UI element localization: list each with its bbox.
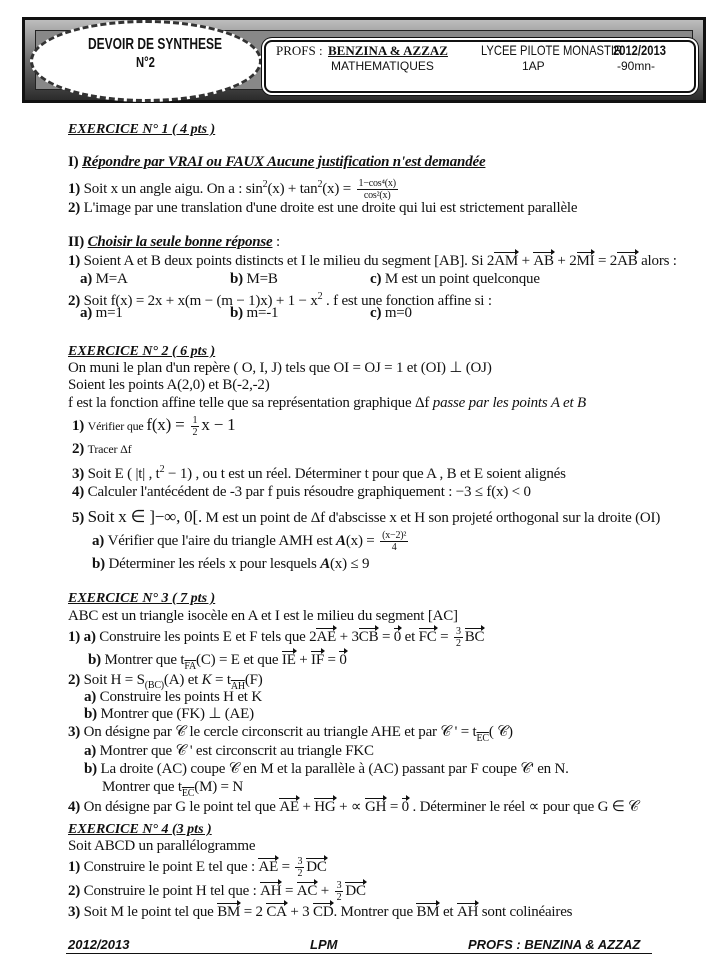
text-segment: 3): [68, 724, 84, 740]
text-segment: alors :: [637, 253, 677, 269]
text-segment: M=B: [246, 271, 278, 287]
text-segment: La droite (AC) coupe 𝒞 en M et la parallèle à (AC) passant par F coupe 𝒞' en N.: [100, 761, 569, 777]
vector: IE: [281, 652, 296, 668]
text-segment: 2): [68, 293, 84, 309]
text-segment: Construire le point E tel que :: [83, 858, 259, 875]
text-segment: Vérifier que: [87, 419, 147, 433]
text-segment: L'image par une translation d'une droite est une droite qui lui est strictement parallèle: [83, 200, 578, 216]
question-line: [68, 251, 677, 271]
text-segment: Montrer que t: [102, 779, 182, 795]
text-segment: b): [84, 761, 101, 777]
text-segment: AH: [230, 681, 245, 692]
text-segment: 2: [159, 464, 165, 475]
text-segment: (x) =: [345, 532, 379, 549]
text-segment: =: [436, 628, 452, 645]
denominator: cos²(x): [363, 190, 391, 202]
text-segment: =: [278, 858, 294, 875]
text-segment: m=-1: [246, 305, 279, 321]
text-segment: sont colinéaires: [478, 904, 573, 920]
text-segment: EC: [181, 788, 195, 799]
text-segment: c): [370, 271, 385, 287]
text-segment: 2): [72, 441, 88, 457]
text-segment: − 1) , ou t est un réel. Déterminer t pour que A , B et E soient alignés: [164, 466, 566, 482]
text-segment: Soit M le point tel que: [83, 904, 218, 920]
text-segment: 2): [68, 200, 84, 216]
text-segment: =: [378, 628, 394, 645]
text-segment: Soit ABCD un parallélogramme: [68, 838, 256, 854]
question-line: [68, 375, 270, 395]
school: LYCEE PILOTE MONASTIR: [481, 42, 623, 58]
text-segment: Soit H = S: [83, 672, 145, 688]
fraction: [191, 415, 200, 438]
text-segment: (BC): [144, 680, 164, 691]
vector: 0: [401, 799, 409, 815]
text-segment: a): [80, 305, 96, 321]
vector: AC: [296, 882, 318, 899]
text-segment: +: [317, 882, 333, 899]
vector: BM: [217, 904, 241, 920]
level: 1AP: [522, 59, 545, 73]
text-segment: et: [401, 628, 419, 645]
answer-choices: [80, 303, 670, 323]
text-segment: et: [439, 904, 457, 920]
exercise-title: EXERCICE N° 4 (3 pts ): [68, 822, 212, 837]
text-segment: On désigne par 𝒞 le cercle circonscrit au triangle AHE et par 𝒞 ' = t: [83, 724, 477, 740]
text-segment: Choisir la seule bonne réponse: [87, 234, 273, 250]
question-line: [68, 232, 280, 252]
denominator: 2: [297, 868, 303, 879]
numerator: 3: [336, 880, 342, 891]
text-segment: On désigne par G le point tel que: [83, 799, 280, 815]
vector: BC: [464, 628, 485, 645]
text-segment: a): [80, 271, 96, 287]
vector: AH: [260, 882, 282, 899]
vector: AE: [316, 628, 337, 645]
text-segment: =: [281, 882, 297, 899]
text-segment: b): [88, 652, 105, 668]
text-segment: f(x) =: [146, 415, 189, 434]
question-line: [72, 482, 531, 502]
text-segment: + 3: [336, 628, 359, 645]
text-segment: I): [68, 154, 82, 170]
text-segment: 4): [68, 799, 84, 815]
text-segment: Soit E ( |t| , t: [87, 466, 160, 482]
fraction: [335, 880, 344, 903]
question-line: [68, 626, 484, 649]
question-line: [72, 439, 131, 459]
text-segment: K: [201, 672, 212, 688]
text-segment: (x) =: [322, 181, 355, 197]
text-segment: M est un point de Δf d'abscisse x et H son projeté orthogonal sur la droite (OI): [202, 510, 661, 526]
text-segment: +: [518, 253, 534, 269]
text-segment: f est la fonction affine telle que sa représentation graphique Δf: [68, 395, 433, 411]
text-segment: (C) = E et que: [196, 652, 282, 668]
text-segment: (x) + tan: [267, 181, 318, 197]
text-segment: Montrer que (FK) ⊥ (AE): [100, 706, 254, 722]
answer-choice: [370, 303, 670, 323]
answer-choice: [80, 303, 230, 323]
question-line: [68, 606, 458, 626]
text-segment: 2: [317, 179, 323, 190]
text-segment: Soit f(x) = 2x + x(m − (m − 1)x) + 1 − x: [83, 293, 318, 309]
text-segment: 3): [68, 904, 84, 920]
profs-label: PROFS :: [276, 43, 323, 58]
text-segment: a): [84, 689, 100, 705]
text-segment: Déterminer les réels x pour lesquels: [108, 556, 321, 572]
question-line: [68, 797, 639, 817]
vector: CA: [266, 904, 287, 920]
text-segment: ABC est un triangle isocèle en A et I est le milieu du segment [AC]: [68, 608, 458, 624]
footer-year: 2012/2013: [68, 937, 130, 952]
vector: AM: [494, 253, 519, 269]
text-segment: + ∝: [335, 799, 365, 815]
vector: CD: [313, 904, 334, 920]
text-segment: Soient A et B deux points distincts et I le milieu du segment [AB]. Si 2: [83, 253, 495, 269]
text-segment: passe par les points A et B: [432, 395, 586, 411]
text-segment: 5): [72, 510, 88, 526]
vector: HG: [314, 799, 336, 815]
text-segment: Soit x un angle aigu. On a : sin: [83, 181, 263, 197]
text-segment: = 2: [594, 253, 618, 269]
question-line: [68, 856, 327, 879]
answer-choices: [80, 269, 670, 289]
text-segment: m=0: [384, 305, 412, 321]
text-segment: c): [370, 305, 385, 321]
vector: MI: [576, 253, 595, 269]
question-line: [84, 741, 374, 761]
text-segment: M=A: [95, 271, 128, 287]
question-line: [72, 415, 235, 438]
text-segment: II): [68, 234, 88, 250]
exam-number: N°2: [136, 54, 155, 71]
text-segment: FA: [184, 661, 197, 672]
school-year: 2012/2013: [613, 42, 666, 58]
text-segment: 1): [68, 253, 84, 269]
text-segment: A: [320, 556, 331, 572]
text-segment: 2): [68, 882, 84, 899]
text-segment: b): [84, 706, 101, 722]
question-line: [92, 530, 410, 553]
vector: AE: [279, 799, 299, 815]
text-segment: Vérifier que l'aire du triangle AMH est: [107, 532, 337, 549]
text-segment: M est un point quelconque: [384, 271, 540, 287]
vector: CB: [358, 628, 379, 645]
numerator: 3: [455, 626, 461, 637]
text-segment: a): [84, 743, 100, 759]
numerator: 1: [192, 415, 198, 427]
fraction: [454, 626, 463, 649]
text-segment: Soit x ∈ ]−∞, 0[.: [87, 507, 202, 526]
text-segment: m=1: [95, 305, 123, 321]
text-segment: On muni le plan d'un repère ( O, I, J) tels que OI = OJ = 1 et (OI) ⊥ (OJ): [68, 360, 492, 376]
text-segment: ( 𝒞): [488, 724, 513, 740]
question-line: [68, 198, 577, 218]
footer-profs: PROFS : BENZINA & AZZAZ: [468, 937, 641, 952]
text-segment: . f est une fonction affine si :: [322, 293, 492, 309]
question-line: [84, 759, 569, 779]
duration: -90mn-: [617, 59, 656, 73]
text-segment: Montrer que 𝒞 ' est circonscrit au triangle FKC: [99, 743, 374, 759]
text-segment: 2: [317, 291, 323, 302]
vector: DC: [345, 882, 366, 899]
vector: AB: [533, 253, 554, 269]
vector: BM: [416, 904, 440, 920]
text-segment: 2: [262, 179, 268, 190]
text-segment: . Déterminer le réel ∝ pour que G ∈ 𝒞: [408, 799, 639, 815]
text-segment: Calculer l'antécédent de -3 par f puis résoudre graphiquement : −3 ≤ f(x) < 0: [87, 484, 531, 500]
text-segment: A: [336, 532, 346, 549]
vector: GH: [365, 799, 387, 815]
text-segment: Construire les points H et K: [99, 689, 262, 705]
vector: FC: [418, 628, 437, 645]
fraction: [380, 530, 408, 553]
denominator: 4: [391, 542, 397, 553]
text-segment: 1): [68, 181, 84, 197]
question-line: [68, 902, 572, 922]
text-segment: 2): [68, 672, 84, 688]
text-segment: =: [323, 652, 340, 668]
answer-choice: [80, 269, 230, 289]
text-segment: Construire les points E et F tels que 2: [99, 628, 317, 645]
footer-divider: [66, 953, 652, 954]
text-segment: (x) ≤ 9: [330, 556, 370, 572]
text-segment: = t: [211, 672, 231, 688]
text-segment: b): [230, 305, 247, 321]
text-segment: 1) a): [68, 628, 100, 645]
exercise-heading: [68, 119, 215, 140]
vector: 0: [339, 652, 347, 668]
numerator: 1−cos⁴(x): [358, 178, 396, 190]
text-segment: x − 1: [201, 415, 236, 434]
question-line: [68, 836, 255, 856]
text-segment: :: [272, 234, 281, 250]
answer-choice: [230, 303, 370, 323]
vector: AB: [617, 253, 638, 269]
vector: IF: [311, 652, 324, 668]
exercise-title: EXERCICE N° 1 ( 4 pts ): [68, 122, 216, 137]
text-segment: = 2: [240, 904, 267, 920]
exercise-title: EXERCICE N° 3 ( 7 pts ): [68, 591, 216, 606]
denominator: 2: [192, 427, 198, 439]
text-segment: +: [298, 799, 315, 815]
text-segment: 1): [72, 418, 88, 434]
text-segment: Montrer que t: [104, 652, 185, 668]
text-segment: =: [386, 799, 402, 815]
numerator: 3: [297, 856, 303, 867]
text-segment: Construire le point H tel que :: [83, 882, 261, 899]
denominator: 2: [336, 892, 342, 903]
text-segment: (A) et: [163, 672, 202, 688]
text-segment: Soient les points A(2,0) et B(-2,-2): [68, 377, 270, 393]
question-line: [68, 152, 485, 172]
text-segment: 3): [72, 466, 88, 482]
text-segment: +: [295, 652, 312, 668]
answer-choice: [370, 269, 670, 289]
footer-school: LPM: [310, 937, 338, 952]
vector: AH: [456, 904, 479, 920]
question-line: [72, 507, 660, 528]
question-line: [92, 554, 369, 574]
text-segment: EC: [476, 733, 489, 744]
text-segment: b): [230, 271, 247, 287]
text-segment: 4): [72, 484, 88, 500]
text-segment: + 2: [553, 253, 577, 269]
numerator: (x−2)²: [382, 530, 407, 541]
answer-choice: [230, 269, 370, 289]
profs-names: BENZINA & AZZAZ: [328, 43, 448, 58]
question-line: [72, 460, 566, 484]
vector: AE: [258, 858, 279, 875]
fraction: [295, 856, 304, 879]
text-segment: . Montrer que: [333, 904, 417, 920]
question-line: [68, 393, 586, 413]
text-segment: b): [92, 556, 109, 572]
subject: MATHEMATIQUES: [331, 59, 434, 73]
exam-title: DEVOIR DE SYNTHESE: [88, 36, 223, 53]
vector: DC: [306, 858, 327, 875]
question-line: [84, 704, 254, 724]
text-segment: 1): [68, 858, 84, 875]
text-segment: + 3: [286, 904, 314, 920]
question-line: [68, 880, 366, 903]
text-segment: Répondre par VRAI ou FAUX Aucune justification n'est demandée: [81, 154, 486, 170]
exercise-title: EXERCICE N° 2 ( 6 pts ): [68, 344, 216, 359]
text-segment: (M) = N: [194, 779, 244, 795]
text-segment: (F): [244, 672, 263, 688]
vector: 0: [393, 628, 402, 645]
text-segment: Tracer Δf: [87, 442, 132, 456]
denominator: 2: [455, 638, 461, 649]
text-segment: a): [92, 532, 108, 549]
